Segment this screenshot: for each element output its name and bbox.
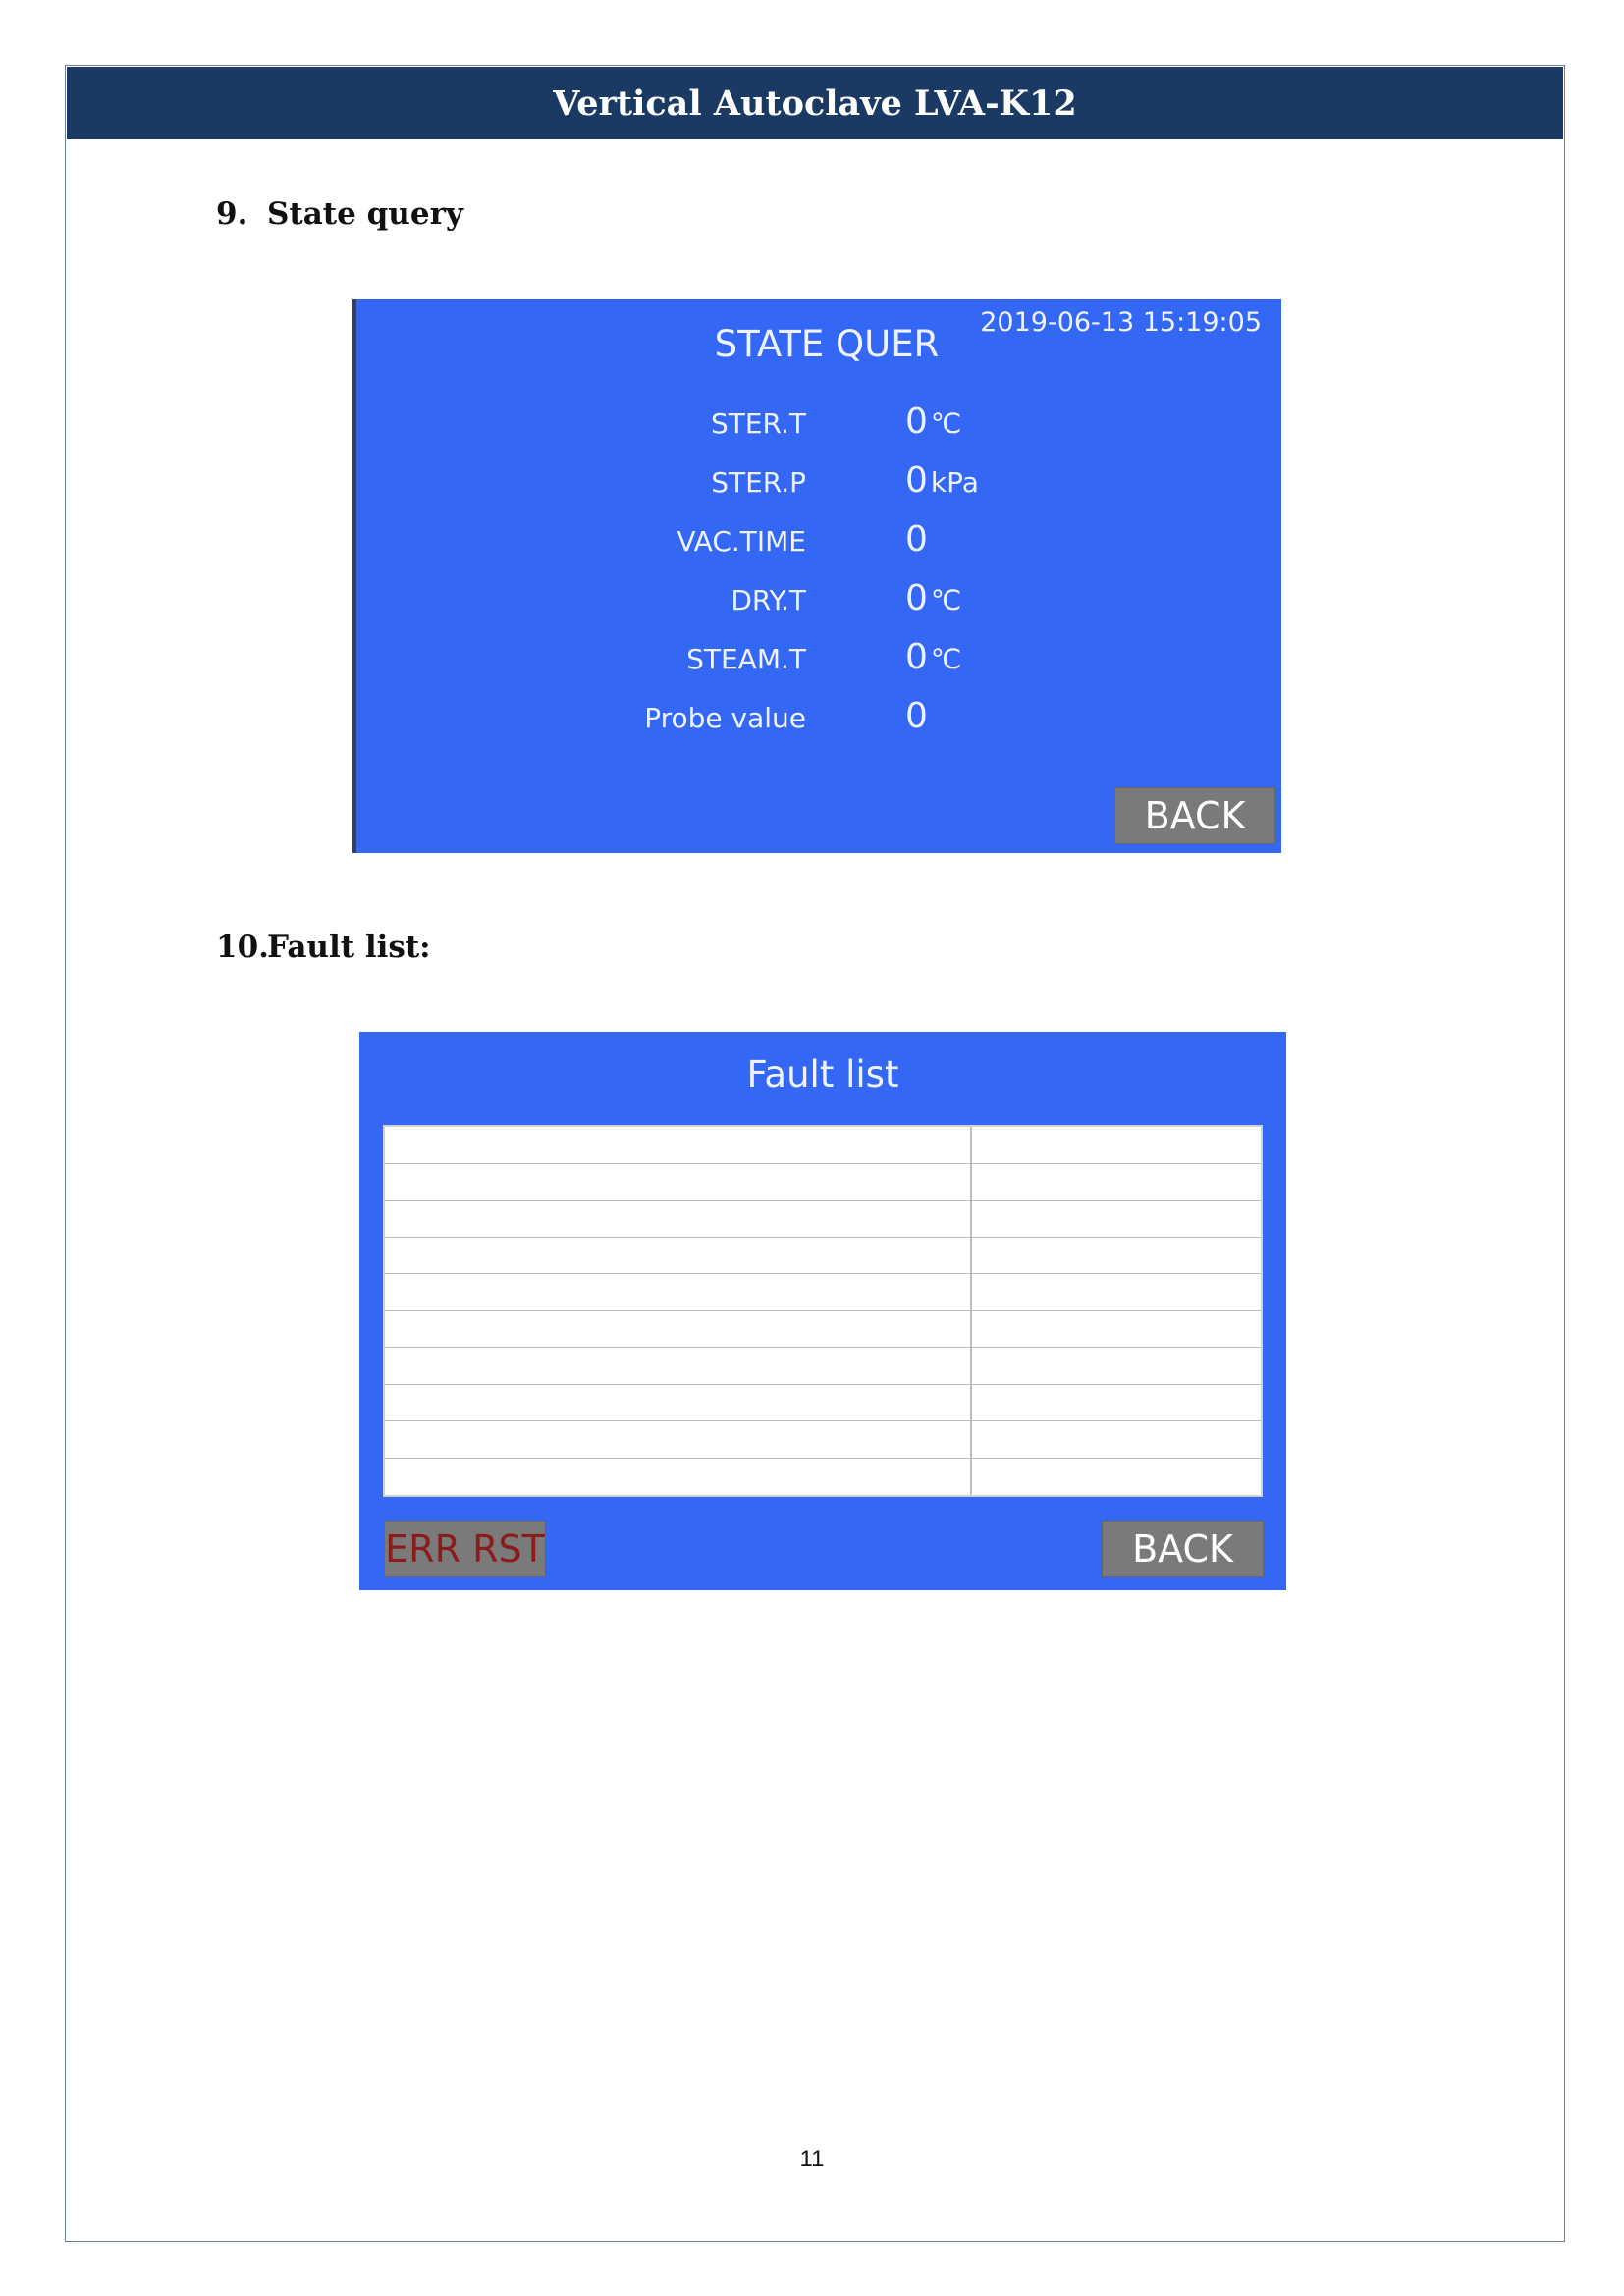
state-row — [352, 519, 1281, 584]
table-row[interactable] — [385, 1164, 1261, 1201]
table-row[interactable] — [385, 1421, 1261, 1459]
back-button[interactable]: BACK — [1102, 1521, 1264, 1577]
fault-list-screen — [359, 1032, 1286, 1590]
fault-table[interactable] — [383, 1125, 1263, 1497]
section-heading-state-query — [216, 196, 463, 232]
table-row[interactable] — [385, 1201, 1261, 1238]
state-row-value: 0 — [905, 519, 928, 560]
section-number: 9. — [216, 196, 248, 232]
fault-screen-title: Fault list — [746, 1053, 899, 1095]
state-row-label: VAC.TIME — [677, 525, 806, 558]
table-row[interactable] — [385, 1311, 1261, 1349]
state-row-label: Probe value — [644, 702, 806, 734]
page-number: 11 — [799, 2146, 825, 2172]
state-row — [352, 578, 1281, 643]
state-query-screen — [352, 299, 1281, 853]
back-button[interactable]: BACK — [1114, 787, 1275, 844]
state-row-value: 0 ℃ — [905, 401, 962, 442]
state-row — [352, 401, 1281, 466]
table-row[interactable] — [385, 1459, 1261, 1496]
state-screen-title: STATE QUER — [714, 323, 940, 365]
section-title: State query — [267, 196, 463, 232]
document-header — [67, 67, 1563, 139]
datetime-display: 2019-06-13 15:19:05 — [980, 307, 1262, 338]
state-row-label: STEAM.T — [686, 643, 806, 675]
err-rst-button[interactable]: ERR RST — [384, 1521, 546, 1577]
state-row-value: 0 kPa — [905, 460, 979, 501]
section-number: 10. — [216, 930, 269, 965]
state-row-label: STER.P — [711, 466, 806, 499]
state-row — [352, 637, 1281, 702]
state-row-value: 0 ℃ — [905, 578, 962, 618]
table-row[interactable] — [385, 1238, 1261, 1275]
table-row[interactable] — [385, 1385, 1261, 1422]
document-title: Vertical Autoclave LVA-K12 — [553, 82, 1077, 124]
section-heading-fault-list — [216, 930, 431, 965]
table-row[interactable] — [385, 1348, 1261, 1385]
section-title: Fault list: — [267, 930, 431, 965]
state-row-value: 0 — [905, 696, 928, 736]
state-row-value: 0 ℃ — [905, 637, 962, 677]
state-row-label: STER.T — [710, 407, 806, 440]
table-row[interactable] — [385, 1274, 1261, 1311]
table-row[interactable] — [385, 1127, 1261, 1164]
state-row-label: DRY.T — [731, 584, 806, 616]
state-row — [352, 460, 1281, 525]
state-row — [352, 696, 1281, 761]
